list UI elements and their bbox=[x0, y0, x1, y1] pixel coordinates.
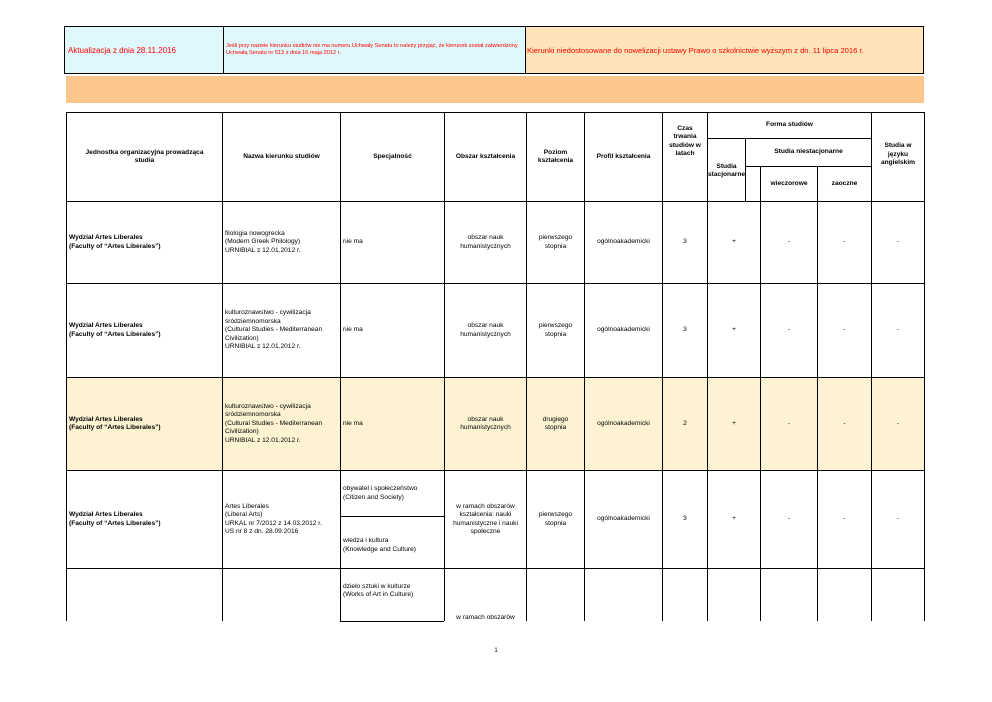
col-header-field: Nazwa kierunku studiów bbox=[243, 152, 320, 160]
row-level: pierwszego stopnia bbox=[538, 322, 573, 338]
row-english: - bbox=[896, 238, 900, 246]
row-specialty-a: dzieło sztuki w kulturze (Works of Art in Culture) bbox=[343, 583, 414, 599]
row-specialty: nie ma bbox=[343, 419, 363, 427]
col-header-fulltime: Studia stacjonarne bbox=[708, 162, 746, 178]
row-extramural: - bbox=[843, 238, 846, 246]
row-profile: ogólnoakademicki bbox=[597, 326, 650, 334]
row-area: obszar nauk humanistycznych bbox=[460, 234, 511, 250]
row-unit: Wydział Artes Liberales (Faculty of “Artes Liberales”) bbox=[69, 415, 161, 431]
row-extramural: - bbox=[843, 419, 846, 427]
row-fulltime: + bbox=[732, 238, 736, 246]
col-header-english: Studia w języku angielskim bbox=[880, 142, 916, 167]
row-specialty: nie ma bbox=[343, 238, 363, 246]
row-fulltime: + bbox=[732, 515, 736, 523]
col-header-evening: wieczorowe bbox=[770, 179, 808, 187]
row-profile: ogólnoakademicki bbox=[597, 238, 650, 246]
col-header-form: Forma studiów bbox=[766, 121, 813, 129]
row-english: - bbox=[896, 515, 900, 523]
row-area: w ramach obszarów bbox=[456, 614, 515, 621]
row-specialty-a: obywatel i społeczeństwo (Citizen and Society) bbox=[343, 485, 418, 501]
row-unit: Wydział Artes Liberales (Faculty of “Artes Liberales”) bbox=[69, 511, 161, 527]
col-header-parttime: Studia niestacjonarne bbox=[774, 148, 843, 156]
page-number: 1 bbox=[494, 648, 498, 654]
row-duration: 3 bbox=[683, 326, 687, 334]
row-evening: - bbox=[787, 326, 791, 334]
row-specialty: nie ma bbox=[343, 326, 363, 334]
senate-note: Jeśli przy nazwie kierunku studiów nie ma numeru Uchwały Senatu to należy przyjąć, że kierunek został zatwierdzony Uchwałą Senatu nr 513 z dnia 16 maja 2012 r. bbox=[224, 26, 526, 74]
row-evening: - bbox=[787, 515, 791, 523]
col-header-duration: Czas trwania studiów w latach bbox=[669, 125, 701, 158]
row-fulltime: + bbox=[732, 326, 736, 334]
orange-separator-bar bbox=[66, 76, 924, 103]
row-field: kulturoznawstwo - cywilizacja śródziemnomorska (Cultural Studies - Mediterranean Civilization) URNIBIAL z 12.01.2012 r. bbox=[225, 309, 323, 351]
row-fulltime: + bbox=[732, 419, 736, 427]
update-date: Aktualizacja z dnia 28.11.2016 bbox=[64, 26, 224, 74]
row-duration: 2 bbox=[683, 419, 687, 427]
row-duration: 3 bbox=[683, 515, 687, 523]
row-profile: ogólnoakademicki bbox=[597, 515, 650, 523]
row-level: pierwszego stopnia bbox=[538, 234, 573, 250]
row-level: drugiego stopnia bbox=[542, 415, 569, 431]
col-header-unit: Jednostka organizacyjna prowadząca studia bbox=[85, 148, 204, 164]
row-unit: Wydział Artes Liberales (Faculty of “Artes Liberales”) bbox=[69, 234, 161, 250]
row-specialty-b: wiedza i kultura (Knowledge and Culture) bbox=[343, 537, 416, 553]
row-english: - bbox=[896, 419, 900, 427]
amendment-warning: Kierunki niedostosowane do nowelizacji ustawy Prawo o szkolnictwie wyższym z dn. 11 lipca 2016 r. bbox=[526, 26, 924, 74]
row-level: pierwszego stopnia bbox=[538, 511, 573, 527]
col-header-area: Obszar kształcenia bbox=[455, 152, 516, 160]
row-english: - bbox=[896, 326, 900, 334]
col-header-profile: Profil kształcenia bbox=[596, 152, 651, 160]
row-profile: ogólnoakademicki bbox=[597, 419, 650, 427]
row-extramural: - bbox=[843, 515, 846, 523]
row-unit: Wydział Artes Liberales (Faculty of “Artes Liberales”) bbox=[69, 322, 161, 338]
row-field: Artes Liberales (Liberal Arts) URKAL nr 7/2012 z 14.03.2012 r. US nr 8 z dn. 28.09.2016 bbox=[225, 502, 322, 535]
row-evening: - bbox=[787, 419, 791, 427]
row-area: obszar nauk humanistycznych bbox=[460, 322, 511, 338]
row-evening: - bbox=[787, 238, 791, 246]
col-header-specialty: Specjalność bbox=[373, 152, 412, 160]
row-field: kulturoznawstwo - cywilizacja śródziemnomorska (Cultural Studies - Mediterranean Civilization) URNIBIAL z 12.01.2012 r. bbox=[225, 402, 323, 444]
col-header-level: Poziom kształcenia bbox=[537, 148, 574, 164]
col-header-extramural: zaoczne bbox=[831, 179, 858, 187]
row-extramural: - bbox=[843, 326, 846, 334]
row-area: obszar nauk humanistycznych bbox=[460, 415, 511, 431]
row-field: filologia nowogrecka (Modern Greek Philology) URNIBIAL z 12.01.2012 r. bbox=[225, 229, 301, 254]
row-area: w ramach obszarów kształcenia: nauki humanistyczne i nauki społeczne bbox=[453, 502, 518, 535]
row-duration: 3 bbox=[683, 238, 687, 246]
